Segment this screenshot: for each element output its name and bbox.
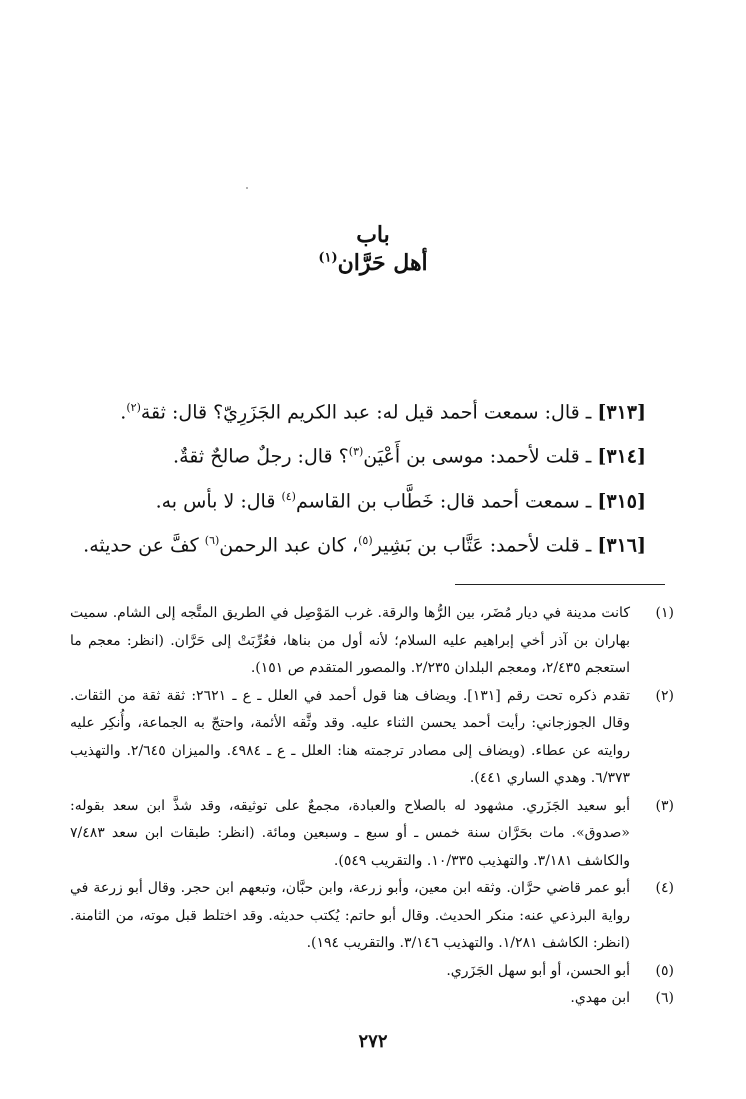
entry-314 [78, 432, 646, 476]
entry-number: [٣١٤] [597, 445, 646, 468]
entry-number: [٣١٦] [597, 534, 646, 557]
footnote-text: كانت مدينة في ديار مُضَر، بين الرُّها والرقة. غرب المَوْصِل في الطريق المتَّجه إلى الشام. سميت بهاران بن آذر أخي إبراهيم عليه السلام؛ لأنه أول من بناها، فعُرِّبَتْ إلى حَرَّان. (انظر: معجم ما استعجم ٢/٤٣٥، ومعجم البلدان ٢/٢٣٥. والمصور المتقدم ص ١٥١). [70, 605, 630, 676]
footnote-6 [70, 985, 674, 1013]
footnote-number: (٢) [655, 687, 674, 704]
footnote-divider [455, 584, 665, 585]
entry-number: [٣١٣] [597, 401, 646, 424]
entry-316 [78, 521, 646, 565]
entry-tail: . [120, 401, 127, 424]
footnote-3 [70, 793, 674, 876]
entry-tail: قال: لا بأس به. [155, 489, 282, 512]
footnote-text: ابن مهدي. [570, 990, 630, 1006]
footnote-ref: (٥) [358, 533, 373, 547]
entry-text: ـ قلت لأحمد: موسى بن أَعْيَن [363, 445, 598, 468]
footnote-5 [70, 958, 674, 986]
footnote-1 [70, 600, 674, 683]
footnote-ref: (٦) [204, 533, 220, 547]
footnote-text: أبو سعيد الجَزَري. مشهود له بالصلاح والعبادة، مجمعٌ على توثيقه، وقد شذَّ ابن سعد بقوله: «صدوق». مات بحَرَّان سنة خمس ـ أو سبع ـ وسبعين ومائة. (انظر: طبقات ابن سعد ٧/٤٨٣ والكاشف ٣/١٨١. والتهذيب ١٠/٣٣٥. والتقريب ٥٤٩). [70, 797, 630, 869]
footnote-ref: (٢) [126, 401, 141, 414]
footnote-text: أبو الحسن، أو أبو سهل الجَزَري. [446, 962, 630, 979]
entry-tail: كفَّ عن حديثه. [83, 534, 205, 557]
entry-number: [٣١٥] [597, 489, 646, 512]
chapter-heading: باب [356, 222, 390, 248]
footnote-ref: (٤) [281, 489, 296, 503]
footnote-ref: (١) [318, 250, 338, 266]
footnotes [70, 600, 674, 1013]
scan-speck [246, 187, 248, 189]
entry-tail: ، كان عبد الرحمن [219, 534, 359, 557]
entry-313 [78, 388, 646, 432]
footnote-text: أبو عمر قاضي حرَّان. وثقه ابن معين، وأبو زرعة، وابن حبَّان، وتبعهم ابن حجر. وقال أبو زرعة في رواية البرذعي عنه: منكر الحديث. وقال أبو حاتم: يُكتب حديثه. وقد اختلط قبل موته، من الثامنة. (انظر: الكاشف ١/٢٨١. والتهذيب ٣/١٤٦. والتقريب ١٩٤). [70, 880, 630, 951]
entry-315 [78, 477, 646, 521]
footnote-text: تقدم ذكره تحت رقم [١٣١]. ويضاف هنا قول أحمد في العلل ـ ع ـ ٢٦٢١: ثقة ثقة من الثقات. وقال الجوزجاني: رأيت أحمد يحسن الثناء عليه. وقد وثَّقه الأئمة، واحتجّ به الجماعة، وأُنكِر عليه روايته عن عطاء. (ويضاف إلى مصادر ترجمته هنا: العلل ـ ع ـ ٤٩٨٤. والميزان ٢/٦٤٥. والتهذيب ٦/٣٧٣. وهدي الساري ٤٤١). [70, 687, 631, 786]
footnote-2 [70, 683, 674, 793]
page-number: ٢٧٢ [358, 1031, 388, 1052]
footnote-number: (٤) [655, 880, 674, 896]
footnote-number: (١) [655, 605, 674, 621]
chapter-subheading [0, 250, 746, 276]
entry-text: ـ سمعت أحمد قال: خَطَّاب بن القاسم [295, 489, 598, 512]
entry-text: ـ قلت لأحمد: عَتَّاب بن بَشِير [372, 534, 598, 557]
subheading-text: أهل حَرَّان [337, 250, 428, 276]
footnote-number: (٥) [655, 962, 674, 979]
footnote-ref: (٣) [348, 445, 364, 459]
footnote-number: (٣) [655, 797, 674, 814]
entry-tail: ؟ قال: رجلٌ صالحٌ ثقةٌ. [173, 445, 349, 468]
footnote-number: (٦) [655, 990, 674, 1006]
entries-list [78, 388, 646, 565]
footnote-4 [70, 875, 674, 958]
entry-text: ـ قال: سمعت أحمد قيل له: عبد الكريم الجَزَرِيّ؟ قال: ثقة [140, 401, 598, 424]
